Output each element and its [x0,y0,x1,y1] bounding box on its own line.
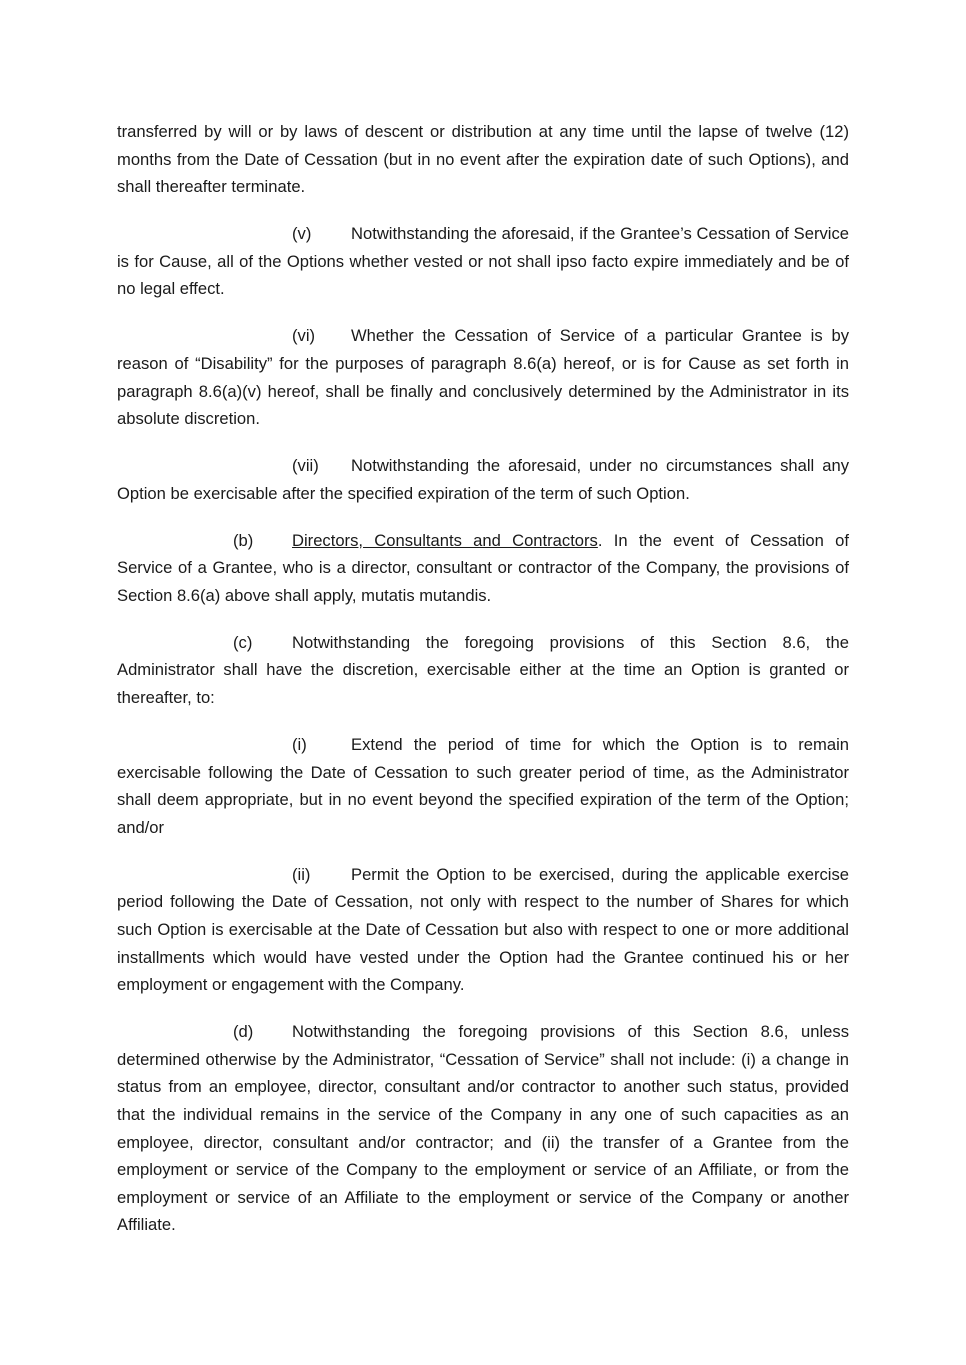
document-page [117,118,849,1258]
paragraph-c [117,629,849,712]
paragraph-text: Notwithstanding the foregoing provisions of this Section 8.6, unless determined otherwise by the Administrator, “Cessation of Service” shall not include: (i) a change in status from an employee, director, consultant and/or contractor to another such status, provided that the individual remains in the service of the Company in any one of such capacities as an employee, director, consultant and/or contractor; and (ii) the transfer of a Grantee from the employment or service of the Company to the employment or service of an Affiliate, or from the employment or service of an Affiliate to the employment or service of the Company or another Affiliate. [117,1022,849,1235]
paragraph-marker: (b) [233,530,254,550]
paragraph-marker: (vii) [292,456,319,476]
paragraph-text: Extend the period of time for which the Option is to remain exercisable following the Date of Cessation to such greater period of time, as the Administrator shall deem appropriate, but in no event beyond the specified expiration of the term of the Option; and/or [117,735,849,837]
paragraph-marker: (vi) [292,326,316,346]
paragraph-marker: (v) [292,224,312,244]
paragraph-v [117,220,849,303]
paragraph-marker: (c) [233,632,253,652]
paragraph-marker: (i) [292,735,307,755]
paragraph-text: . In the event of Cessation of Service of a Grantee, who is a director, consultant or contractor of the Company, the provisions of Section 8.6(a) above shall apply, mutatis mutandis. [117,530,849,605]
paragraph-continuation [117,118,849,201]
paragraph-vi [117,322,849,432]
paragraph-text: Whether the Cessation of Service of a particular Grantee is by reason of “Disability” for the purposes of paragraph 8.6(a) hereof, or is for Cause as set forth in paragraph 8.6(a)(v) hereof, shall be finally and conclusively determined by the Administrator in its absolute discretion. [117,326,849,429]
paragraph-text: Notwithstanding the foregoing provisions of this Section 8.6, the Administrator shall have the discretion, exercisable either at the time an Option is granted or thereafter, to: [117,632,849,708]
paragraph-text: Notwithstanding the aforesaid, if the Grantee’s Cessation of Service is for Cause, all of the Options whether vested or not shall ipso facto expire immediately and be of no legal effect. [117,224,849,299]
paragraph-i [117,731,849,841]
paragraph-d [117,1018,849,1239]
paragraph-ii [117,861,849,999]
paragraph-marker: (ii) [292,864,311,884]
paragraph-b [117,527,849,610]
section-heading: Directors, Consultants and Contractors [292,530,598,550]
paragraph-text: Permit the Option to be exercised, during the applicable exercise period following the Date of Cessation, not only with respect to the number of Shares for which such Option is exercisable at the Date of Cessation but also with respect to one or more additional installments which would have vested under the Option had the Grantee continued his or her employment or engagement with the Company. [117,864,849,995]
paragraph-marker: (d) [233,1022,254,1042]
paragraph-text: Notwithstanding the aforesaid, under no circumstances shall any Option be exercisable after the specified expiration of the term of such Option. [117,456,849,503]
paragraph-vii [117,452,849,507]
paragraph-text: transferred by will or by laws of descent or distribution at any time until the lapse of twelve (12) months from the Date of Cessation (but in no event after the expiration date of such Options), and shall thereafter terminate. [117,122,849,197]
